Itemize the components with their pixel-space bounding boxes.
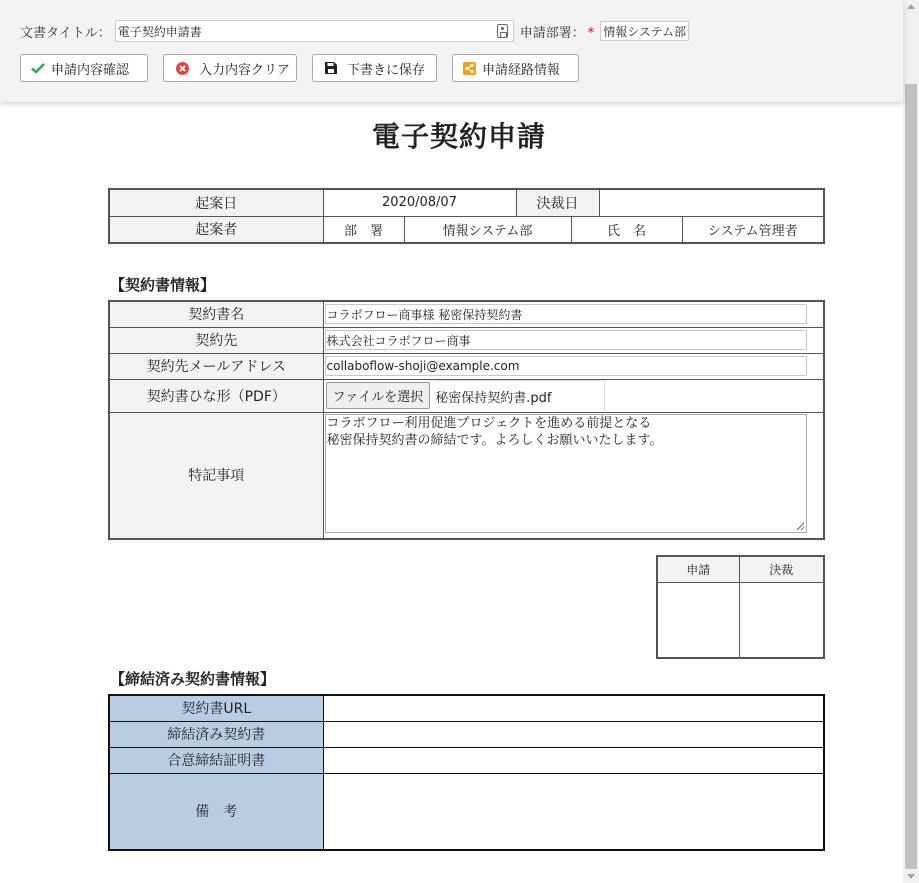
table-row: [109, 695, 824, 721]
page-title: 電子契約申請: [371, 120, 546, 153]
decision-date-value: [599, 189, 824, 216]
drafter-name-value: システム管理者: [682, 216, 824, 243]
decide-stamp-cell: [739, 582, 824, 658]
contract-template-label: 契約書ひな形（PDF）: [109, 379, 323, 412]
table-row: [109, 216, 824, 243]
table-row: [109, 773, 824, 850]
contract-name-label: 契約書名: [109, 301, 323, 327]
share-icon: [463, 62, 476, 75]
contract-url-label: 契約書URL: [109, 695, 323, 721]
remarks-label: 備 考: [109, 773, 323, 850]
check-icon: [31, 62, 45, 74]
special-notes-text: コラボフロー利用促進プロジェクトを進める前提となる 秘密保持契約書の締結です。よろしくお願いいたします。: [326, 415, 663, 448]
doc-title-value: 電子契約申請書: [117, 24, 202, 39]
apply-stamp-cell: [657, 582, 739, 658]
header-fields: [20, 20, 689, 42]
dept-label: [520, 22, 595, 41]
agreement-cert-value: [323, 747, 824, 773]
route-info-button[interactable]: [452, 54, 579, 82]
drafter-name-label: 氏 名: [571, 216, 682, 243]
save-disk-icon: [325, 62, 337, 74]
clear-button[interactable]: [163, 54, 297, 82]
table-row: [109, 721, 824, 747]
table-row: [109, 412, 824, 539]
doc-title-label: 文書タイトル：: [20, 25, 111, 41]
scroll-up-arrow-icon[interactable]: [907, 4, 915, 9]
resize-handle-icon[interactable]: [797, 523, 804, 530]
action-buttons: [20, 54, 594, 82]
file-select-button[interactable]: ファイルを選択: [326, 382, 431, 409]
special-notes-label: 特記事項: [109, 412, 323, 539]
confirm-button[interactable]: [20, 54, 148, 82]
dept-label-text: 申請部署：: [519, 25, 585, 41]
badge-icon[interactable]: [497, 24, 508, 38]
remarks-value: [323, 773, 824, 850]
table-row: [109, 301, 824, 327]
table-row: [109, 327, 824, 353]
special-notes-textarea[interactable]: [325, 414, 808, 533]
decision-date-label: 決裁日: [516, 189, 599, 216]
draft-date-label: 起案日: [109, 189, 323, 216]
dept-field: 情報システム部: [600, 21, 689, 41]
toolbar-header: [0, 0, 903, 102]
contract-party-input[interactable]: 株式会社コラボフロー商事: [325, 330, 808, 350]
file-picker: [325, 380, 808, 411]
save-draft-button-label: 下書きに保存: [347, 62, 426, 78]
summary-table: [108, 188, 825, 244]
route-info-button-label: 申請経路情報: [482, 62, 561, 78]
contract-party-label: 契約先: [109, 327, 323, 353]
apply-stamp-label: 申請: [657, 556, 739, 582]
concluded-section-title: 【締結済み契約書情報】: [110, 670, 276, 688]
clear-circle-icon: [176, 62, 189, 75]
contract-email-label: 契約先メールアドレス: [109, 353, 323, 379]
draft-date-value: 2020/08/07: [323, 189, 516, 216]
contract-name-input[interactable]: コラボフロー商事様 秘密保持契約書: [325, 304, 808, 324]
save-draft-button[interactable]: [312, 54, 437, 82]
confirm-button-label: 申請内容確認: [51, 62, 130, 78]
signed-contract-value: [323, 721, 824, 747]
doc-title-input[interactable]: [115, 20, 514, 42]
table-row: [109, 747, 824, 773]
contract-info-table: [108, 300, 825, 540]
concluded-contract-table: [108, 694, 825, 851]
table-row: [657, 582, 824, 658]
table-row: [109, 379, 824, 412]
table-row: [109, 189, 824, 216]
decide-stamp-label: 決裁: [739, 556, 824, 582]
scrollbar-thumb[interactable]: [905, 84, 917, 869]
file-name: 秘密保持契約書.pdf: [435, 380, 605, 411]
drafter-dept-value: 情報システム部: [404, 216, 571, 243]
scroll-down-arrow-icon[interactable]: [907, 874, 915, 879]
required-mark: *: [587, 25, 595, 41]
drafter-dept-label: 部 署: [323, 216, 404, 243]
contract-url-value: [323, 695, 824, 721]
table-row: [657, 556, 824, 582]
drafter-label: 起案者: [109, 216, 323, 243]
signed-contract-label: 締結済み契約書: [109, 721, 323, 747]
clear-button-label: 入力内容クリア: [199, 62, 291, 78]
approval-stamp-table: [656, 555, 825, 659]
agreement-cert-label: 合意締結証明書: [109, 747, 323, 773]
contract-email-input[interactable]: collaboflow-shoji@example.com: [325, 356, 808, 376]
contract-section-title: 【契約書情報】: [110, 276, 216, 294]
table-row: [109, 353, 824, 379]
